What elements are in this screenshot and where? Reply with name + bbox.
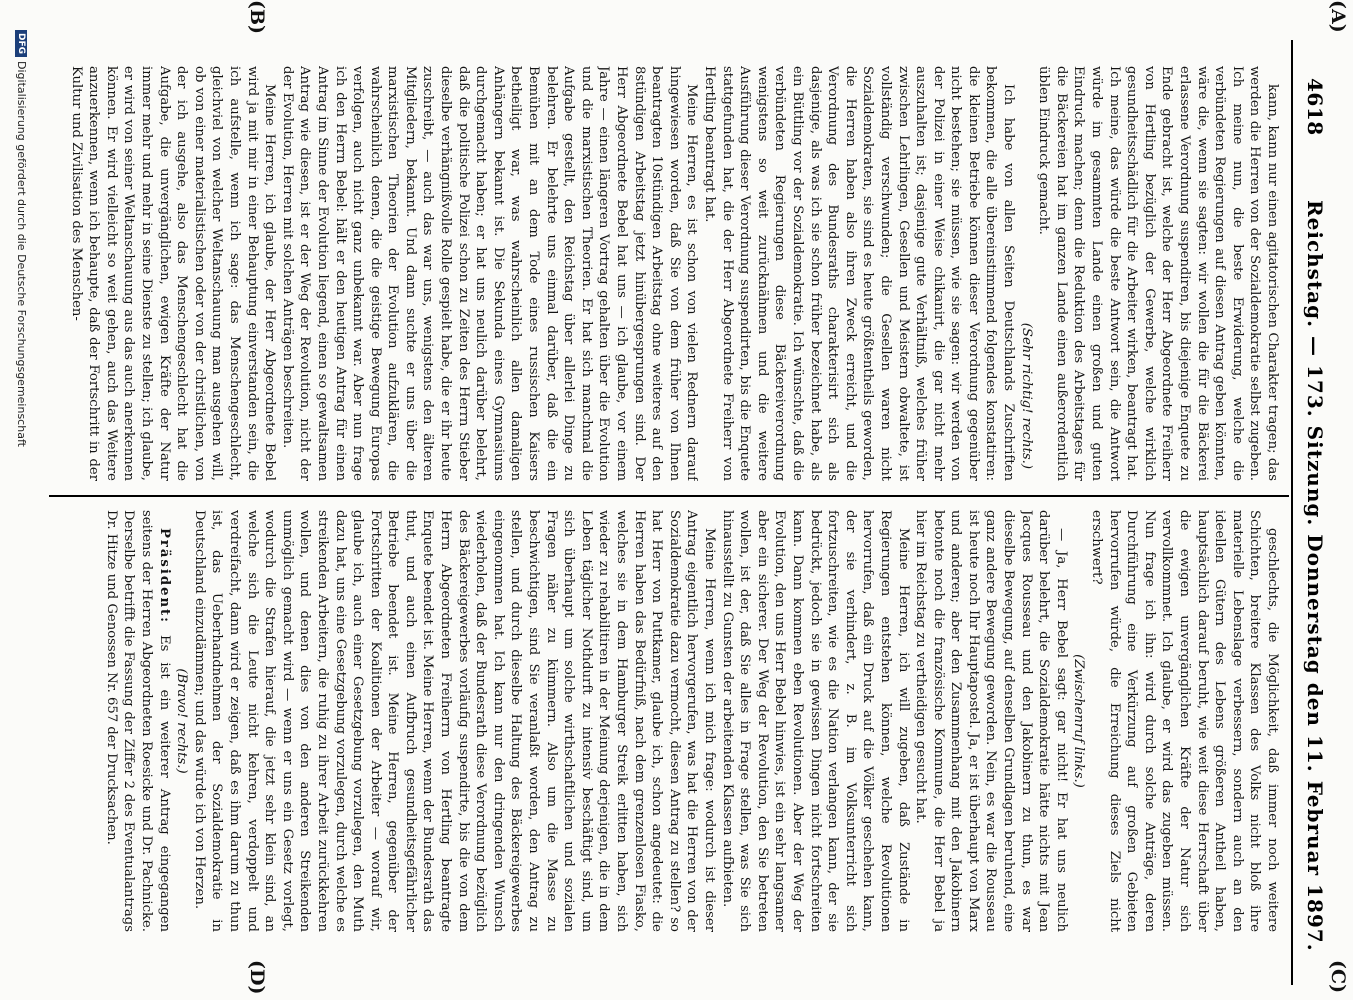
- paragraph: Ich habe von allen Seiten Deutschlands Zuschriften bekommen, die alle übereinstimmend folgendes konstatiren: die kleinen Betriebe können dieser Verordnung gegenüber nicht bestehen; sie müssen, wie sie sagen: wir werden von der Polizei in einer Weise chikanirt, die gar nicht mehr auszuhalten ist; dasjenige gute Verhältniß, welches früher zwischen Lehrlingen, Gesellen und Meistern obwaltete, ist vollständig verschwunden; die Gesellen waren nicht Sozialdemokraten, sie sind es heute größtentheils geworden, die Herren haben also ihren Zweck erreicht, und die Verordnung des Bundesraths charakterisirt sich als dasjenige, als was ich sie schon früher bezeichnet habe, als ein Büttling vor der Sozialdemokratie. Ich wünschte, daß die verbündeten Regierungen diese Bäckereiverordnung wenigstens so weit zurücknähmen und die weitere Ausführung dieser Verordnung suspendirten, bis die Enquete stattgefunden hat, die der Herr Abgeordnete Freiherr von Hertling beantragt hat.: [702, 66, 1017, 481]
- right-column: [63, 510, 1281, 932]
- digitization-footer: [15, 30, 28, 980]
- margin-mark-d: (D): [246, 960, 268, 995]
- left-column: [63, 66, 1281, 481]
- margin-mark-a: (A): [1327, 0, 1349, 33]
- dfg-logo: DFG: [15, 30, 27, 57]
- interjection: (Bravo! rechts.): [174, 668, 190, 774]
- running-title: Reichstag. — 173. Sitzung. Donnerstag den 11. Februar 1897.: [1303, 200, 1327, 952]
- paragraph: Meine Herren, wenn ich mich frage: wodurch ist dieser Antrag eigentlich hervorgerufen, was hat die Herren von der Sozialdemokratie dazu vermocht, diesen Antrag zu stellen? so hat Herr von Puttkamer, glaube ich, schon angedeutet: die Herren haben das Bedürfniß, nach dem grenzenlosen Fiasko, welches sie in dem Hamburger Streik erlitten haben, sich wieder zu rehabilitiren in der Meinung derjenigen, die in dem Leben täglicher Nothdurft zu intensiv beschäftigt sind, um sich überhaupt um solche wirthschaftlichen und sozialen Fragen näher zu kümmern. Also um die Masse zu beschwichtigen, sind Sie veranlaßt worden, den Antrag zu stellen, und durch dieselbe Haltung des Bäckereigewerbes eingenommen hat. Ich kann nur den dringenden Wunsch wiederholen, daß der Bundesrath diese Verordnung bezüglich des Bäckereigewerbes vorläufig suspendirte, bis die von dem Herrn Abgeordneten Freiherrn von Hertling beantragte Enquete beendet ist. Meine Herren, wenn der Bundesrath das thut, und auch einen Aufbruch gesundheitsgefährlicher Betriebe beendet ist. Meine Herren, gegenüber der Fortschritten der Koalitionen der Arbeiter — worauf wir, glaube ich, auch einer Gesetzgebung vorzulegen, den Muth dazu hat, uns eine Gesetzgebung vorzulegen, durch welche es streikenden Arbeitern, die ruhig zu ihrer Arbeit zurückkehren wollen, und denen dies von den anderen Streikenden unmöglich gemacht wird — wenn er uns ein Gesetz vorlegt, wodurch die Strafen hierauf, die jetzt sehr klein sind, an welche sich die Leute nicht kehren, verdoppelt und verdreifacht, dann wird er zeigen, daß es ihm darum zu thun ist, das Ueberhandnehmen der Sozialdemokratie in Deutschland einzudämmen; und das würde ich von Herzen.: [191, 510, 717, 932]
- paragraph: [102, 510, 172, 932]
- paragraph: — Ja, Herr Bebel sagt: gar nicht! Er hat uns neulich darüber belehrt, die Sozialdemokratie hätte nichts mit Jean Jacques Rousseau und den Jakobinern zu thun, es war dieselbe Bewegung, auf denselben Grundlagen beruhend, eine ganz andere Bewegung geworden. Nein, es war die Rousseau ist heute noch Ihr Hauptapostel. Ja, er ist überhaupt von Marx und anderen; aber den Zusammenhang mit den Jakobinern betonte noch die französische Kommune, die Herr Bebel ja hier im Reichstag zu vertheidigen gesucht hat.: [913, 510, 1069, 932]
- paragraph: geschlechts, die Möglichkeit, daß immer noch weitere Schichten, breitere Klassen des Volks nicht bloß ihre materielle Lebenslage verbessern, sondern auch an den ideellen Gütern des Lebens größeren Antheil haben, hauptsächlich darauf beruht, wie weit diese Herrschaft über die ewigen unvergänglichen Kräfte der Natur sich vervollkommnet. Ich glaube, er wird das zugeben müssen. Nun frage ich ihn: wird durch solche Anträge, deren Durchführung eine Verkürzung auf großen Gebieten hervorrufen würde, die Erreichung dieses Ziels nicht erschwert?: [1089, 510, 1280, 932]
- speaker-label: Präsident:: [156, 528, 172, 625]
- header-rule: [1291, 40, 1293, 985]
- paragraph: Meine Herren, ich glaube, der Herr Abgeordnete Bebel wird ja mit mir in einer Behauptung einverstanden sein, die ich aufstelle, wenn ich sage: das Menschengeschlecht, gleichviel von welcher Weltanschauung man ausgehen will, ob von einer materialistischen oder von der christlichen, von der ich ausgehe, also das Menschengeschlecht hat die Aufgabe, die unvergänglichen, ewigen Kräfte der Natur immer mehr und mehr in seine Dienste zu stellen; ich glaube, er wird von seiner Weltanschauung aus das auch anerkennen können. Er wird vielleicht so weit gehen, auch das Weitere anzuerkennen, wenn ich behaupte, daß der Fortschritt in der Kultur und Zivilisation des Menschen-: [68, 66, 278, 481]
- interjection: (Zwischenruf links.): [1071, 654, 1087, 788]
- margin-mark-c: (C): [1327, 960, 1349, 994]
- paragraph: kann, kann nur einen agitatorischen Charakter tragen; das werden die Herren von der Sozialdemokratie selbst zugeben. Ich meine nun, die beste Erwiderung, welche die verbündeten Regierungen auf diesen Antrag geben könnten, wäre die, wenn sie sagten: wir wollen die für die Bäckerei erlassene Verordnung suspendiren, bis diejenige Enquete zu Ende gebracht ist, welche der Herr Abgeordnete Freiherr von Hertling bezüglich der Gewerbe, welche wirklich gesundheitsschädlich für die Arbeiter wirken, beantragt hat. Ich meine, das würde die beste Antwort sein, die Antwort würde im gesammten Lande einen großen und guten Eindruck machen; denn die Reduktion des Arbeitstages für die Bäckereien hat im ganzen Lande einen außerordentlich üblen Eindruck gemacht.: [1036, 66, 1280, 481]
- interjection: (Sehr richtig! rechts.): [1018, 322, 1034, 469]
- footer-text: Digitalisierung gefördert durch die Deutsche Forschungsgemeinschaft: [15, 61, 28, 447]
- speaker-text: Es ist ein weiterer Antrag eingegangen seitens der Herren Abgeordneten Roesicke und Dr. Pachnicke. Derselbe betrifft die Fassung der Ziffer 2 des Eventualantrags Dr. Hitze und Genossen Nr. 657 der Drucksachen.: [103, 510, 172, 932]
- margin-mark-b: (B): [246, 0, 268, 35]
- page-header: [1287, 40, 1327, 985]
- paragraph: Meine Herren, ich will zugeben, daß Zustände in Regierungen entstehen können, welche Revolutionen hervorrufen, daß ein Druck auf die Völker geschehen kann, der sie verhindert, z. B. im Volksunterricht sich fortzuschreiten, wie es die Nation verlangen kann, der sie bedrückt, jedoch sie in gewissen Dingen nicht fortschreiten kann. Dann kommen eben Revolutionen. Aber der Weg der Evolution, den uns Herr Bebel hinwies, ist ein sehr langsamer aber ein sicherer. Der Weg der Revolution, den Sie betreten wollen, ist der, daß Sie alles in Frage stellen, was Sie sich hinausstellt zu Gunsten der arbeitenden Klassen aufbieten.: [719, 510, 911, 932]
- paragraph: Meine Herren, es ist schon von vielen Rednern darauf hingewiesen worden, daß Sie von dem früher von Ihnen beantragten 10stündigen Arbeitstag ohne weiteres auf den 8stündigen Arbeitstag jetzt hinübergesprungen sind. Der Herr Abgeordnete Bebel hat uns — ich glaube, vor einem Jahre — einen längeren Vortrag gehalten über die Evolution und die marxistischen Theorien. Er hat sich manchmal die Aufgabe gestellt, den Reichstag über allerlei Dinge zu belehren. Er belehrte uns einmal darüber, daß die ein Bemühen mit an dem Tode eines russischen Kaisers betheiligt war, was wahrscheinlich allen damaligen Anhängern bekannt ist. Die Sekunda eines Gymnasiums durchgemacht haben; er hat uns neulich darüber belehrt, daß die politische Polizei schon zu Zeiten des Herrn Stieber dieselbe verhängnißvolle Rolle gespielt habe, die er ihr heute zuschreibt, — auch das war uns, wenigstens den älteren Mitgliedern, bekannt. Und dann suchte er uns über die marxistischen Theorien der Evolution aufzuklären, die wahrscheinlich denen, die die geistige Bewegung Europas verfolgen, auch nicht ganz unbekannt war. Aber nun frage ich den Herrn Bebel: hält er den heutigen Antrag für einen Antrag im Sinne der Evolution liegend, einen so gewaltsamen Antrag wie diesen, ist er der Weg der Revolution, nicht der der Evolution, Herren mit solchen Anträgen beschreiten.: [279, 66, 700, 481]
- column-divider: [49, 495, 1289, 497]
- page-number: 4618: [1303, 78, 1327, 136]
